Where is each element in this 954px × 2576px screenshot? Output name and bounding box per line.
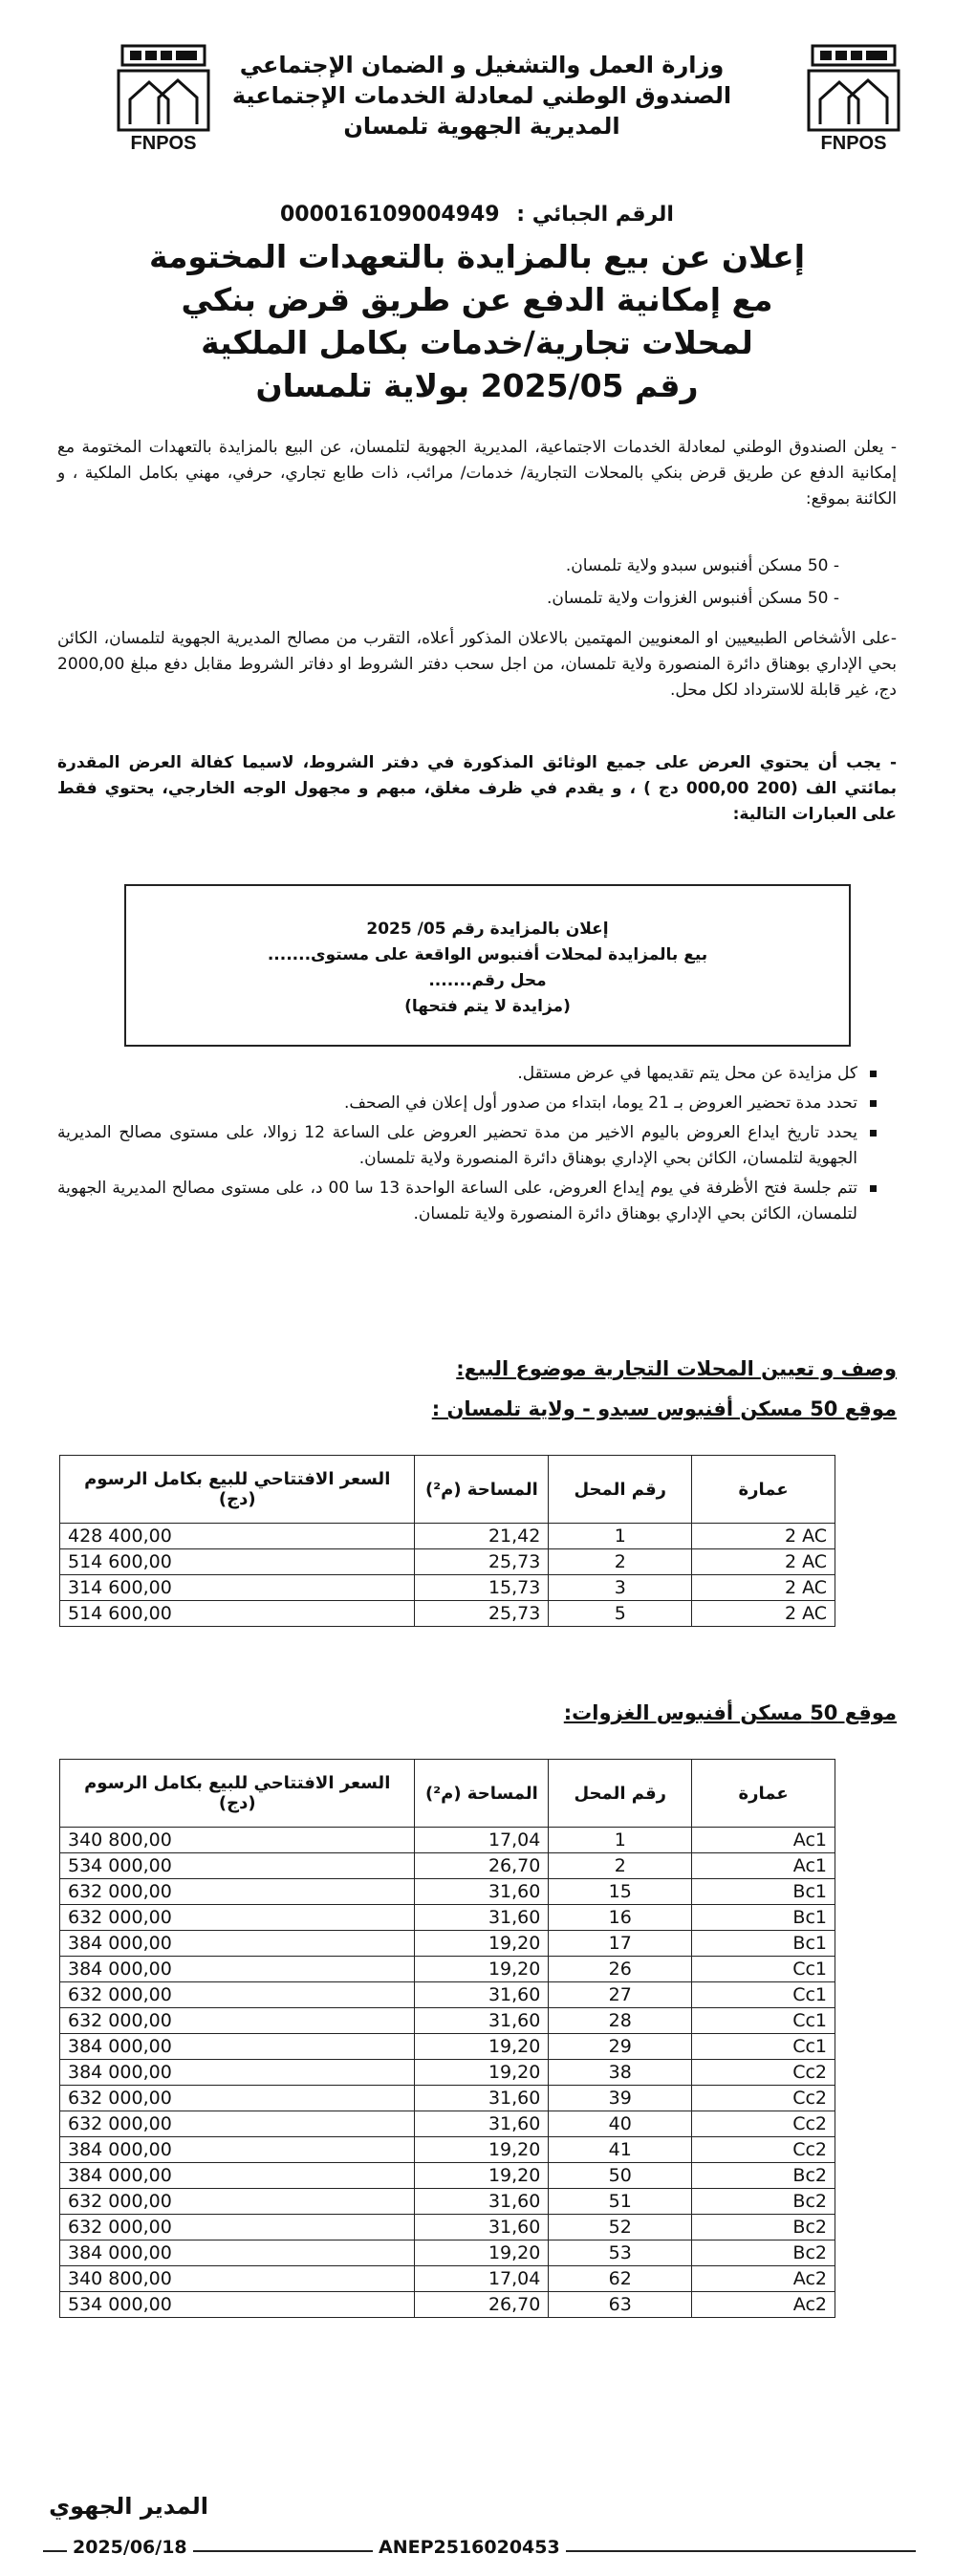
cell-unit: 62	[549, 2266, 692, 2292]
envelope-notice-box	[124, 884, 851, 1047]
cell-unit: 38	[549, 2060, 692, 2086]
cell-unit: 41	[549, 2137, 692, 2163]
notice-line: (مزايدة لا يتم فتحها)	[404, 997, 571, 1016]
cell-price: 384 000,00	[60, 1931, 415, 1957]
cell-price: 534 000,00	[60, 1853, 415, 1879]
table-row	[60, 2189, 835, 2215]
col-building: عمارة	[692, 1456, 835, 1524]
fnpos-logo-left	[111, 44, 216, 155]
table-row	[60, 1828, 835, 1853]
table-row	[60, 2034, 835, 2060]
table-row	[60, 1549, 835, 1575]
header-line: الصندوق الوطني لمعادلة الخدمات الإجتماعية	[231, 82, 732, 109]
cell-unit: 51	[549, 2189, 692, 2215]
table-header-row	[60, 1456, 835, 1524]
cell-building: Cc2	[692, 2111, 835, 2137]
cell-area: 31,60	[415, 1905, 549, 1931]
signature: المدير الجهوي	[49, 2493, 208, 2520]
rules-list	[57, 1061, 882, 1231]
tax-number-value: 000016109004949	[280, 203, 500, 227]
notice-line: محل رقم.......	[428, 971, 547, 990]
table-row	[60, 2292, 835, 2318]
list-item: تحدد مدة تحضير العروض بـ 21 يوما، ابتداء من صدور أول إعلان في الصحف.	[57, 1091, 882, 1116]
tax-number	[0, 203, 954, 227]
table-row	[60, 1853, 835, 1879]
cell-unit: 2	[549, 1549, 692, 1575]
cell-building: 2 AC	[692, 1549, 835, 1575]
col-building: عمارة	[692, 1760, 835, 1828]
table-row	[60, 2240, 835, 2266]
col-price: السعر الافتتاحي للبيع بكامل الرسوم (دج)	[60, 1456, 415, 1524]
list-item: كل مزايدة عن محل يتم تقديمها في عرض مستقل.	[57, 1061, 882, 1087]
cell-unit: 52	[549, 2215, 692, 2240]
cell-area: 31,60	[415, 2008, 549, 2034]
cell-price: 632 000,00	[60, 1905, 415, 1931]
table-row	[60, 1957, 835, 1982]
cell-unit: 2	[549, 1853, 692, 1879]
cell-building: 2 AC	[692, 1601, 835, 1627]
cell-building: Cc1	[692, 1982, 835, 2008]
cell-price: 632 000,00	[60, 2111, 415, 2137]
site2-table-body	[60, 1828, 835, 2318]
site1-table-body	[60, 1524, 835, 1627]
cell-unit: 16	[549, 1905, 692, 1931]
conditions-paragraph: -على الأشخاص الطبيعيين او المعنويين المهتمين بالاعلان المذكور أعلاه، التقرب من مصالح المديرية الجهوية لتلمسان، الكائن بحي الإداري بوهناق دائرة المنصورة ولاية تلمسان، من اجل سحب دفتر الشروط او دفاتر الشروط مقابل دفع مبلغ 2000,00 دج، غير قابلة للاسترداد لكل محل.	[57, 629, 897, 700]
title-line: لمحلات تجارية/خدمات بكامل الملكية	[201, 324, 753, 361]
cell-area: 15,73	[415, 1575, 549, 1601]
cell-building: Cc1	[692, 2008, 835, 2034]
offer-paragraph: - يجب أن يحتوي العرض على جميع الوثائق المذكورة في دفتر الشروط، لاسيما كفالة العرض المقدرة بمائتي الف (200 000,00 دج ) ، و يقدم في ظرف مغلق، مبهم و مجهول الوجه الخارجي، يحتوي فقط على العبارات التالية:	[57, 753, 898, 824]
header-line: وزارة العمل والتشغيل و الضمان الإجتماعي	[239, 52, 725, 78]
list-item: تتم جلسة فتح الأظرفة في يوم إيداع العروض، على الساعة الواحدة 13 سا 00 د، على مستوى مصالح المديرية الجهوية لتلمسان، الكائن بحي الإداري بوهناق دائرة المنصورة ولاية تلمسان.	[57, 1176, 882, 1227]
cell-building: Ac2	[692, 2292, 835, 2318]
cell-price: 340 800,00	[60, 2266, 415, 2292]
cell-building: Cc2	[692, 2137, 835, 2163]
cell-building: Ac1	[692, 1853, 835, 1879]
table-header-row	[60, 1760, 835, 1828]
announcement-title	[38, 235, 916, 407]
footer	[0, 2535, 954, 2564]
cell-area: 31,60	[415, 2189, 549, 2215]
col-unit: رقم المحل	[549, 1760, 692, 1828]
title-line: إعلان عن بيع بالمزايدة بالتعهدات المختومة	[148, 238, 806, 275]
cell-price: 428 400,00	[60, 1524, 415, 1549]
cell-area: 25,73	[415, 1549, 549, 1575]
site-item: - 50 مسكن أفنبوس الغزوات ولاية تلمسان.	[546, 589, 839, 608]
cell-area: 26,70	[415, 1853, 549, 1879]
logo-label: FNPOS	[820, 133, 887, 154]
table-row	[60, 2163, 835, 2189]
cell-building: Bc2	[692, 2163, 835, 2189]
tax-number-label: الرقم الجبائي :	[516, 203, 674, 227]
ministry-header	[229, 50, 734, 141]
cell-area: 31,60	[415, 1982, 549, 2008]
site1-table	[59, 1455, 835, 1627]
cell-area: 26,70	[415, 2292, 549, 2318]
cell-price: 314 600,00	[60, 1575, 415, 1601]
table-row	[60, 2060, 835, 2086]
cell-building: Bc1	[692, 1905, 835, 1931]
cell-building: Cc2	[692, 2086, 835, 2111]
cell-area: 31,60	[415, 2111, 549, 2137]
cell-area: 17,04	[415, 1828, 549, 1853]
table-row	[60, 1905, 835, 1931]
table-row	[60, 2008, 835, 2034]
title-line: مع إمكانية الدفع عن طريق قرض بنكي	[181, 281, 773, 318]
cell-price: 384 000,00	[60, 2240, 415, 2266]
cell-building: Bc1	[692, 1931, 835, 1957]
site2-table	[59, 1759, 835, 2318]
notice-line: إعلان بالمزايدة رقم 05/ 2025	[366, 920, 609, 939]
cell-unit: 63	[549, 2292, 692, 2318]
cell-price: 632 000,00	[60, 1982, 415, 2008]
col-unit: رقم المحل	[549, 1456, 692, 1524]
publication-date: 2025/06/18	[67, 2537, 193, 2558]
cell-area: 19,20	[415, 2034, 549, 2060]
cell-price: 632 000,00	[60, 1879, 415, 1905]
cell-unit: 50	[549, 2163, 692, 2189]
title-line: رقم 2025/05 بولاية تلمسان	[255, 367, 699, 404]
header-line: المديرية الجهوية تلمسان	[343, 113, 620, 140]
cell-price: 514 600,00	[60, 1601, 415, 1627]
cell-unit: 28	[549, 2008, 692, 2034]
cell-building: Bc2	[692, 2215, 835, 2240]
house-logo-icon	[111, 44, 216, 132]
cell-area: 19,20	[415, 2137, 549, 2163]
col-area: المساحة (م²)	[415, 1760, 549, 1828]
cell-building: Ac1	[692, 1828, 835, 1853]
cell-unit: 40	[549, 2111, 692, 2137]
cell-building: 2 AC	[692, 1575, 835, 1601]
site-item: - 50 مسكن أفنبوس سبدو ولاية تلمسان.	[565, 556, 839, 575]
table-row	[60, 1931, 835, 1957]
cell-area: 19,20	[415, 1957, 549, 1982]
cell-price: 632 000,00	[60, 2189, 415, 2215]
cell-area: 31,60	[415, 2086, 549, 2111]
cell-price: 384 000,00	[60, 2137, 415, 2163]
cell-unit: 1	[549, 1524, 692, 1549]
table-row	[60, 2215, 835, 2240]
cell-area: 19,20	[415, 2060, 549, 2086]
cell-building: 2 AC	[692, 1524, 835, 1549]
cell-price: 514 600,00	[60, 1549, 415, 1575]
house-logo-icon	[801, 44, 906, 132]
cell-unit: 53	[549, 2240, 692, 2266]
cell-building: Cc1	[692, 1957, 835, 1982]
cell-unit: 26	[549, 1957, 692, 1982]
cell-unit: 1	[549, 1828, 692, 1853]
cell-price: 632 000,00	[60, 2086, 415, 2111]
cell-building: Cc1	[692, 2034, 835, 2060]
fnpos-logo-right	[801, 44, 906, 155]
cell-price: 384 000,00	[60, 1957, 415, 1982]
cell-building: Bc2	[692, 2189, 835, 2215]
cell-area: 31,60	[415, 2215, 549, 2240]
cell-area: 17,04	[415, 2266, 549, 2292]
cell-price: 384 000,00	[60, 2163, 415, 2189]
table-row	[60, 2266, 835, 2292]
table-row	[60, 1575, 835, 1601]
cell-unit: 15	[549, 1879, 692, 1905]
cell-price: 384 000,00	[60, 2060, 415, 2086]
cell-price: 340 800,00	[60, 1828, 415, 1853]
site1-title: موقع 50 مسكن أفنبوس سبدو - ولاية تلمسان :	[431, 1397, 897, 1420]
cell-area: 19,20	[415, 2240, 549, 2266]
table-row	[60, 1879, 835, 1905]
table-row	[60, 1524, 835, 1549]
table-row	[60, 2111, 835, 2137]
cell-building: Ac2	[692, 2266, 835, 2292]
cell-area: 31,60	[415, 1879, 549, 1905]
cell-area: 19,20	[415, 2163, 549, 2189]
logo-label: FNPOS	[130, 133, 197, 154]
table-row	[60, 1601, 835, 1627]
notice-line: بيع بالمزايدة لمحلات أفنبوس الواقعة على مستوى.......	[267, 945, 708, 964]
cell-price: 384 000,00	[60, 2034, 415, 2060]
list-item: يحدد تاريخ ايداع العروض باليوم الاخير من مدة تحضير العروض على الساعة 12 زوالا، على مستوى مصالح المديرية الجهوية لتلمسان، الكائن بحي الإداري بوهناق دائرة المنصورة ولاية تلمسان.	[57, 1120, 882, 1172]
cell-price: 632 000,00	[60, 2008, 415, 2034]
section-title: وصف و تعيين المحلات التجارية موضوع البيع:	[456, 1357, 897, 1380]
cell-price: 632 000,00	[60, 2215, 415, 2240]
cell-unit: 27	[549, 1982, 692, 2008]
cell-price: 534 000,00	[60, 2292, 415, 2318]
site2-title: موقع 50 مسكن أفنبوس الغزوات:	[563, 1701, 897, 1724]
cell-unit: 29	[549, 2034, 692, 2060]
anep-code: ANEP2516020453	[373, 2537, 566, 2558]
cell-unit: 3	[549, 1575, 692, 1601]
cell-area: 25,73	[415, 1601, 549, 1627]
cell-building: Bc1	[692, 1879, 835, 1905]
cell-unit: 39	[549, 2086, 692, 2111]
intro-paragraph: - يعلن الصندوق الوطني لمعادلة الخدمات الاجتماعية، المديرية الجهوية لتلمسان، عن البيع بالمزايدة بالتعهدات المختومة مع إمكانية الدفع عن طريق قرض بنكي بالمحلات التجارية/ خدمات/ مرائب، ذات طابع تجاري، حرفي، مهني بكامل الملكية ، و الكائنة بموقع:	[57, 438, 897, 509]
cell-unit: 17	[549, 1931, 692, 1957]
table-row	[60, 1982, 835, 2008]
cell-building: Cc2	[692, 2060, 835, 2086]
cell-area: 21,42	[415, 1524, 549, 1549]
col-price: السعر الافتتاحي للبيع بكامل الرسوم (دج)	[60, 1760, 415, 1828]
cell-unit: 5	[549, 1601, 692, 1627]
table-row	[60, 2086, 835, 2111]
table-row	[60, 2137, 835, 2163]
col-area: المساحة (م²)	[415, 1456, 549, 1524]
cell-building: Bc2	[692, 2240, 835, 2266]
cell-area: 19,20	[415, 1931, 549, 1957]
site-list	[547, 550, 839, 615]
